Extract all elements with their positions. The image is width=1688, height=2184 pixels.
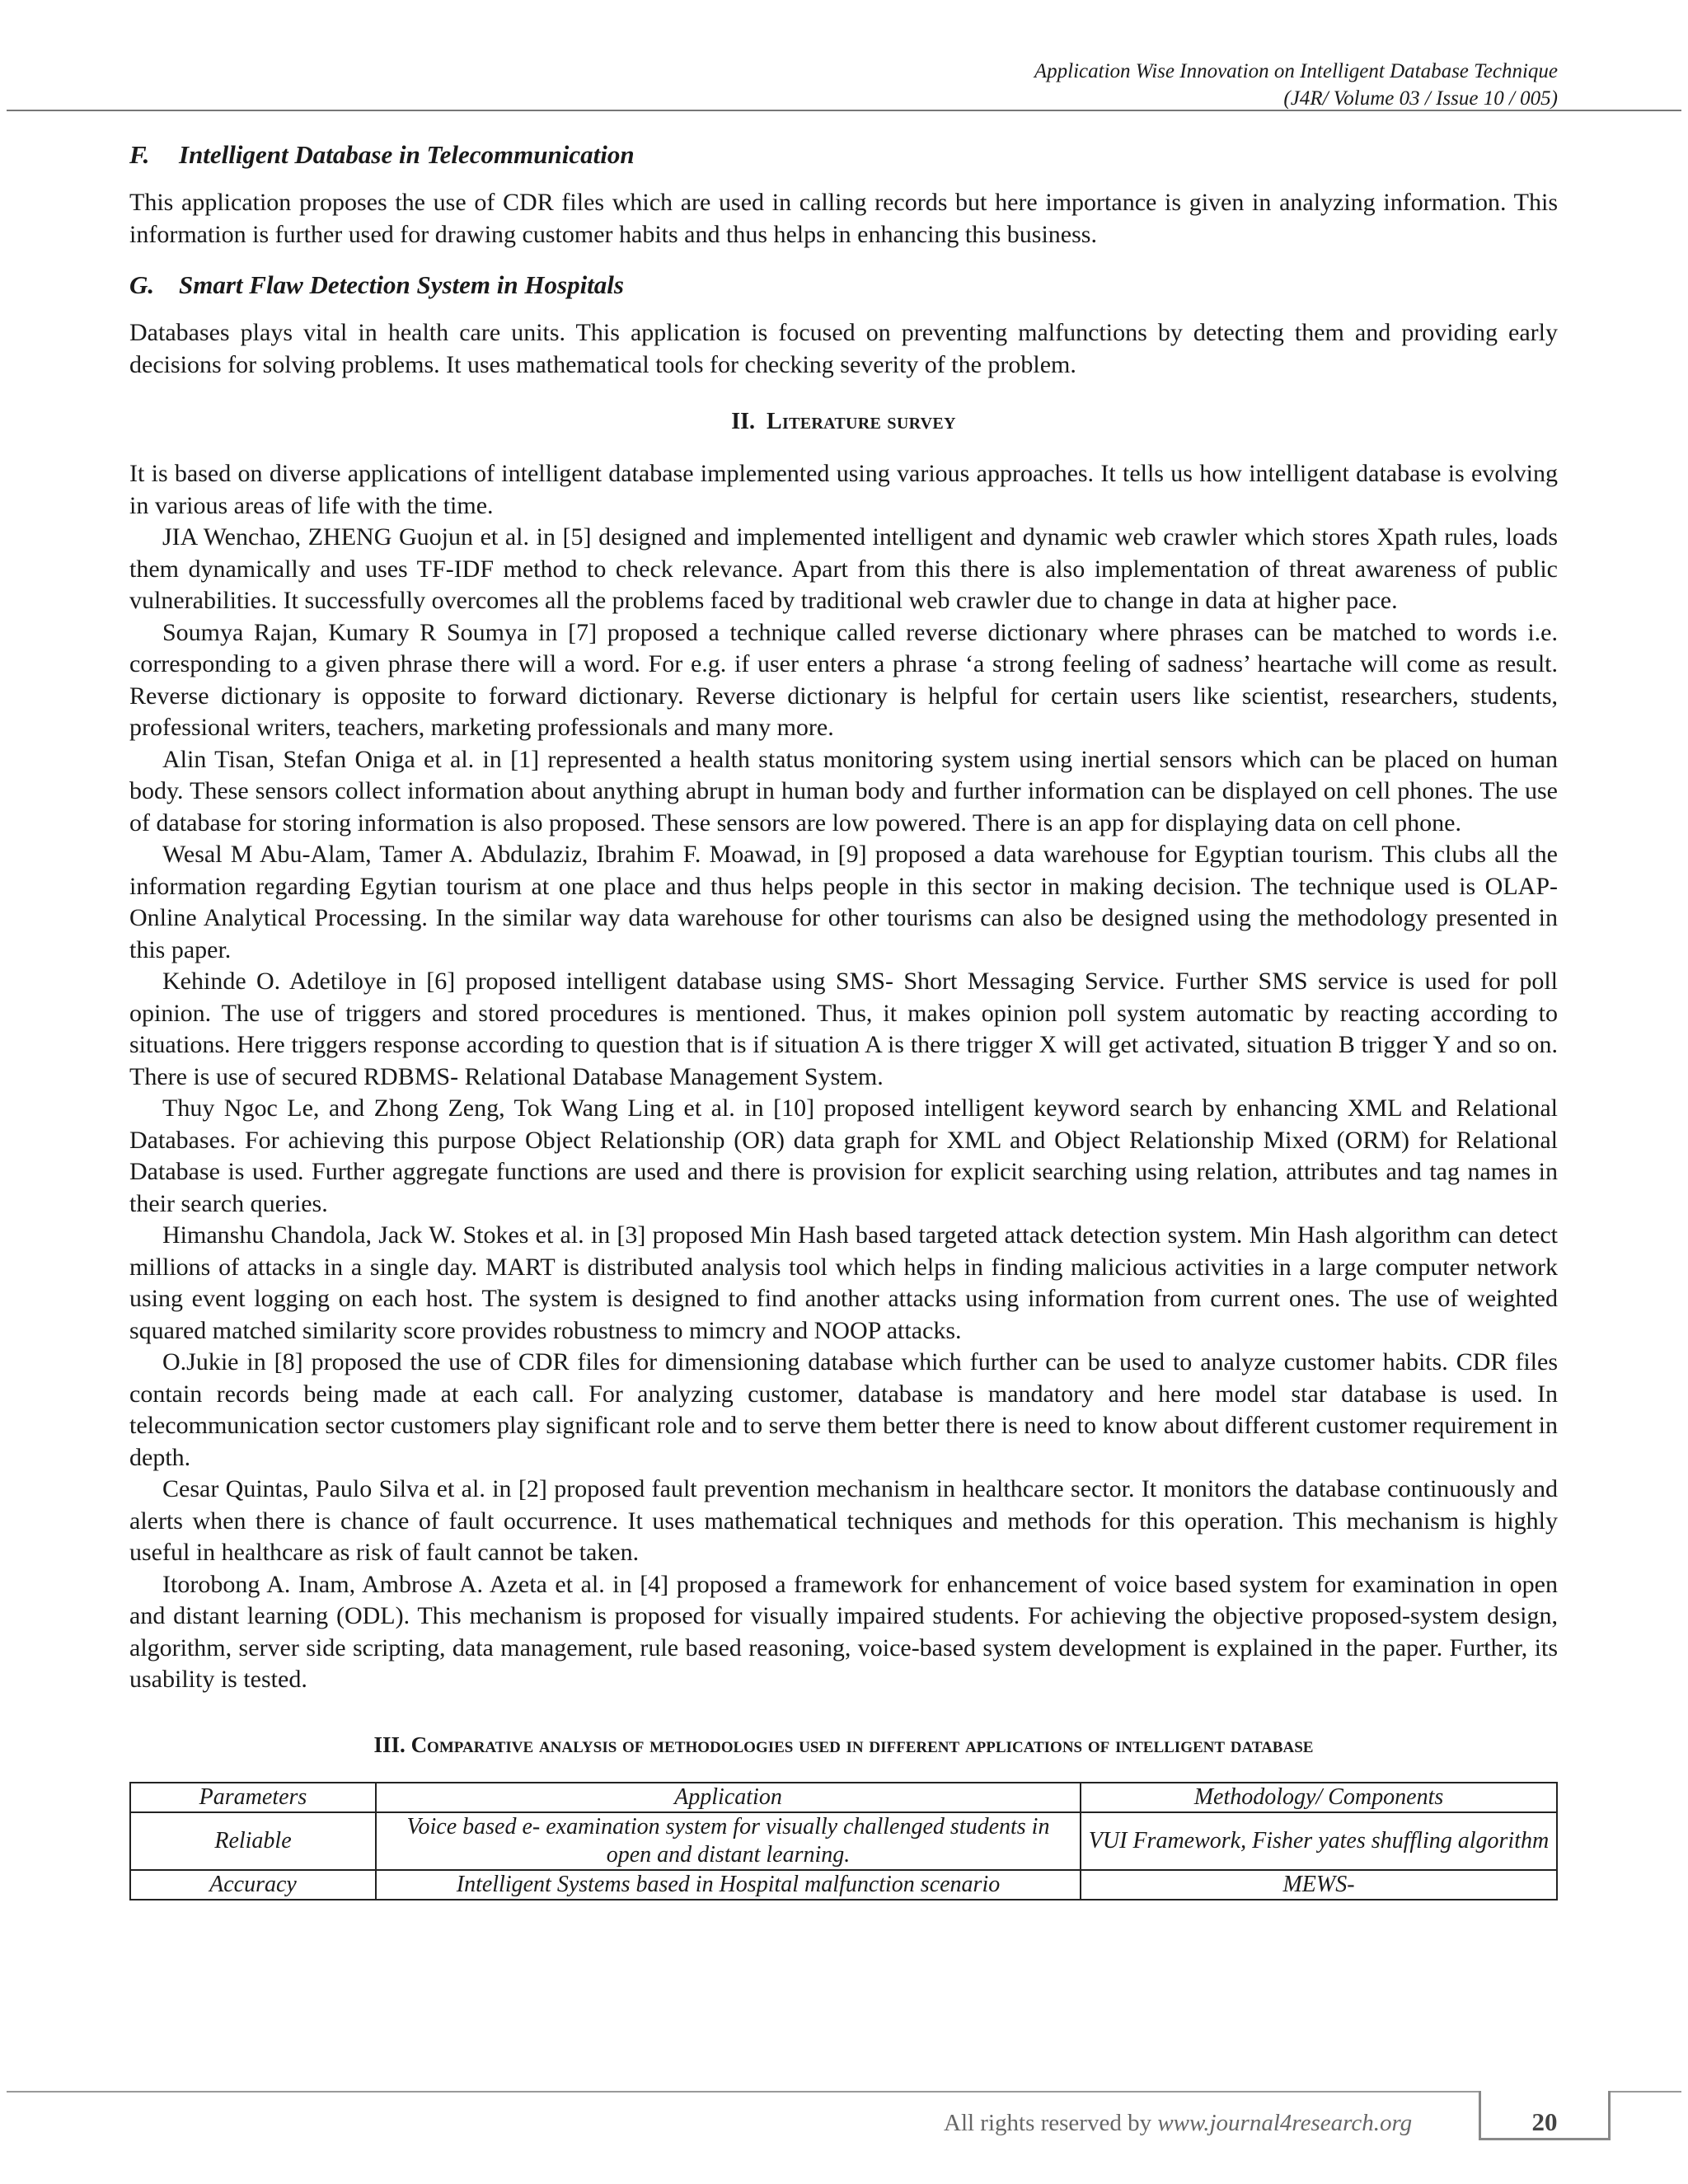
subsection-title: Intelligent Database in Telecommunication xyxy=(179,140,635,169)
paragraph: O.Jukie in [8] proposed the use of CDR files for dimensioning database which further can be used to analyze customer habits. CDR files contain records being made at each call. For analyzing customer, database is mandatory and here model star database is used. In telecommunication sector customers play significant role and to serve them better there is need to know about different customer requirement in depth. xyxy=(129,1348,1558,1471)
table-header-cell: Parameters xyxy=(130,1783,376,1812)
subsection-f-text: This application proposes the use of CDR files which are used in calling records but here importance is given in analyzing information. This information is further used for drawing customer habits and thus helps in enhancing this business. xyxy=(129,189,1558,248)
section-heading-comparative-analysis xyxy=(129,1729,1558,1760)
page-content xyxy=(129,138,1558,1900)
section-number: II. xyxy=(731,409,756,434)
section-heading-literature-survey xyxy=(129,405,1558,438)
table-cell: Accuracy xyxy=(130,1870,376,1900)
journal-website-link[interactable]: www.journal4research.org xyxy=(1157,2110,1413,2136)
page-number: 20 xyxy=(1531,2107,1558,2136)
paragraph: Himanshu Chandola, Jack W. Stokes et al. in [3] proposed Min Hash based targeted attack detection system. Min Hash algorithm can detect millions of attacks in a single day. MART is distributed analysis tool which helps in finding malicious activities in a large computer network using event logging on each host. The system is designed to find another attacks using information from current ones. The use of weighted squared matched similarity score provides robustness to mimcry and NOOP attacks. xyxy=(129,1221,1558,1344)
subsection-g-text: Databases plays vital in health care units. This application is focused on preventing malfunctions by detecting them and providing early decisions for solving problems. It uses mathematical tools for checking severity of the problem. xyxy=(129,319,1558,378)
table-header-cell: Application xyxy=(376,1783,1081,1812)
paragraph: Thuy Ngoc Le, and Zhong Zeng, Tok Wang Ling et al. in [10] proposed intelligent keyword search by enhancing XML and Relational Databases. For achieving this purpose Object Relationship (OR) data graph for XML and Object Relationship Mixed (ORM) for Relational Database is used. Further aggregate functions are used and there is provision for explicit searching using relation, attributes and tag names in their search queries. xyxy=(129,1094,1558,1217)
subsection-heading-g xyxy=(129,269,1558,302)
table-header-cell: Methodology/ Components xyxy=(1081,1783,1557,1812)
copyright-notice xyxy=(944,2110,1412,2137)
subsection-heading-f xyxy=(129,138,1558,171)
section-title: Comparative analysis of methodologies used in different applications of intelligent database xyxy=(410,1732,1314,1757)
table-cell: Reliable xyxy=(130,1812,376,1870)
running-header xyxy=(1034,58,1558,112)
section-number: III. xyxy=(373,1732,406,1757)
header-issue: (J4R/ Volume 03 / Issue 10 / 005) xyxy=(1283,87,1558,110)
table-cell: MEWS- xyxy=(1081,1870,1557,1900)
paragraph: Kehinde O. Adetiloye in [6] proposed intelligent database using SMS- Short Messaging Service. Further SMS service is used for poll opinion. The use of triggers and stored procedures is mentioned. Thus, it makes opinion poll system automatic by reacting according to situations. Here triggers response according to question that is if situation A is there trigger X will get activated, situation B trigger Y and so on. There is use of secured RDBMS- Relational Database Management System. xyxy=(129,968,1558,1090)
paragraph: Soumya Rajan, Kumary R Soumya in [7] proposed a technique called reverse dictionary where phrases can be matched to words i.e. corresponding to a given phrase there will a word. For e.g. if user enters a phrase ‘a strong feeling of sadness’ heartache will come as result. Reverse dictionary is opposite to forward dictionary. Reverse dictionary is helpful for certain users like scientist, researchers, students, professional writers, teachers, marketing professionals and many more. xyxy=(129,618,1558,741)
header-title: Application Wise Innovation on Intelligent Database Technique xyxy=(1034,60,1558,82)
subsection-letter: F. xyxy=(129,140,150,169)
table-cell: Voice based e- examination system for visually challenged students in open and distant learning. xyxy=(376,1812,1081,1870)
footer-divider xyxy=(7,2091,1479,2093)
subsection-letter: G. xyxy=(129,270,155,299)
rights-text: All rights reserved by xyxy=(944,2110,1152,2136)
table-header-row xyxy=(130,1783,1557,1812)
comparison-table xyxy=(129,1782,1558,1900)
subsection-title: Smart Flaw Detection System in Hospitals xyxy=(179,270,624,299)
footer-divider-right xyxy=(1611,2091,1681,2093)
paragraph: Itorobong A. Inam, Ambrose A. Azeta et al. in [4] proposed a framework for enhancement of voice based system for examination in open and distant learning (ODL). This mechanism is proposed for visually impaired students. For achieving the objective proposed-system design, algorithm, server side scripting, data management, rule based reasoning, voice-based system development is explained in the paper. Further, its usability is tested. xyxy=(129,1570,1558,1693)
paragraph: Wesal M Abu-Alam, Tamer A. Abdulaziz, Ibrahim F. Moawad, in [9] proposed a data warehouse for Egyptian tourism. This clubs all the information regarding Egytian tourism at one place and thus helps people in this sector in making decision. The technique used is OLAP- Online Analytical Processing. In the similar way data warehouse for other tourisms can also be designed using the methodology presented in this paper. xyxy=(129,841,1558,963)
paragraph: Cesar Quintas, Paulo Silva et al. in [2] proposed fault prevention mechanism in healthcare sector. It monitors the database continuously and alerts when there is chance of fault occurrence. It uses mathematical techniques and methods for this operation. This mechanism is highly useful in healthcare as risk of fault cannot be taken. xyxy=(129,1475,1558,1566)
table-cell: Intelligent Systems based in Hospital malfunction scenario xyxy=(376,1870,1081,1900)
paragraph: It is based on diverse applications of intelligent database implemented using various approaches. It tells us how intelligent database is evolving in various areas of life with the time. xyxy=(129,460,1558,519)
table-row xyxy=(130,1870,1557,1900)
header-divider xyxy=(7,110,1681,111)
paragraph: JIA Wenchao, ZHENG Guojun et al. in [5] designed and implemented intelligent and dynamic web crawler which stores Xpath rules, loads them dynamically and uses TF-IDF method to check relevance. Apart from this there is also implementation of threat awareness of public vulnerabilities. It successfully overcomes all the problems faced by traditional web crawler due to change in data at higher pace. xyxy=(129,523,1558,614)
section-title: Literature survey xyxy=(767,409,956,434)
table-cell: VUI Framework, Fisher yates shuffling algorithm xyxy=(1081,1812,1557,1870)
literature-survey-body xyxy=(129,458,1558,1696)
paragraph: Alin Tisan, Stefan Oniga et al. in [1] represented a health status monitoring system using inertial sensors which can be placed on human body. These sensors collect information about anything abrupt in human body and further information can be displayed on cell phones. The use of database for storing information is also proposed. These sensors are low powered. There is an app for displaying data on cell phone. xyxy=(129,745,1558,837)
table-row xyxy=(130,1812,1557,1870)
